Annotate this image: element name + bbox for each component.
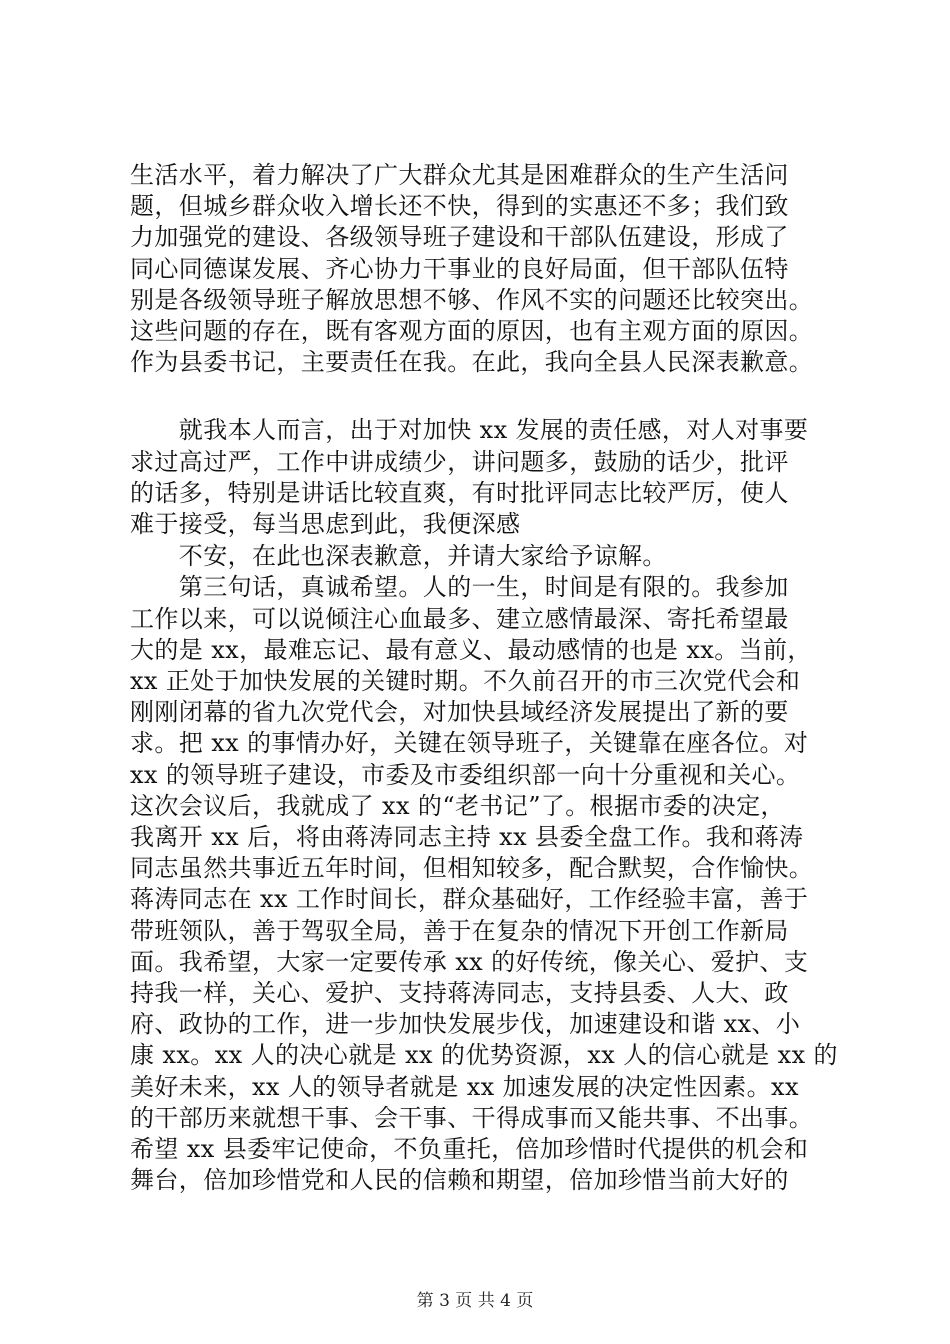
text-line: 希望 xx 县委牢记使命，不负重托，倍加珍惜时代提供的机会和	[130, 1135, 809, 1163]
text-line: 这次会议后，我就成了 xx 的“老书记”了。根据市委的决定，	[130, 791, 785, 820]
text-line: 的话多，特别是讲话比较直爽，有时批评同志比较严厉，使人	[130, 478, 789, 507]
text-line: 工作以来，可以说倾注心血最多、建立感情最深、寄托希望最	[130, 604, 789, 633]
text-line: 不安，在此也深表歉意，并请大家给予谅解。	[130, 542, 667, 571]
text-line: xx 正处于加快发展的关键时期。不久前召开的市三次党代会和	[130, 667, 801, 695]
text-line: 美好未来，xx 人的领导者就是 xx 加速发展的决定性因素。xx	[130, 1072, 799, 1101]
text-line: 生活水平，着力解决了广大群众尤其是困难群众的生产生活问	[130, 161, 789, 189]
text-line: 的干部历来就想干事、会干事、干得成事而又能共事、不出事。	[130, 1103, 814, 1132]
text-line: 同志虽然共事近五年时间，但相知较多，配合默契，合作愉快。	[130, 854, 814, 883]
text-line: 就我本人而言，出于对加快 xx 发展的责任感，对人对事要	[130, 416, 809, 445]
text-line: 这些问题的存在，既有客观方面的原因，也有主观方面的原因。	[130, 317, 814, 345]
text-line: 康 xx。xx 人的决心就是 xx 的优势资源，xx 人的信心就是 xx 的	[130, 1041, 838, 1070]
text-line: 难于接受，每当思虑到此，我便深感	[130, 510, 521, 538]
text-line: 同心同德谋发展、齐心协力干事业的良好局面，但干部队伍特	[130, 254, 789, 283]
text-line: 求。把 xx 的事情办好，关键在领导班子，关键靠在座各位。对	[130, 729, 809, 758]
text-line: 第三句话，真诚希望。人的一生，时间是有限的。我参加	[130, 573, 789, 602]
text-line: 蒋涛同志在 xx 工作时间长，群众基础好，工作经验丰富，善于	[130, 885, 809, 914]
text-line: 面。我希望，大家一定要传承 xx 的好传统，像关心、爱护、支	[130, 947, 809, 976]
text-line: 我离开 xx 后，将由蒋涛同志主持 xx 县委全盘工作。我和蒋涛	[130, 823, 804, 851]
text-line: xx 的领导班子建设，市委及市委组织部一向十分重视和关心。	[130, 760, 801, 789]
text-line: 力加强党的建设、各级领导班子建设和干部队伍建设，形成了	[130, 223, 789, 252]
text-line: 带班领队，善于驾驭全局，善于在复杂的情况下开创工作新局	[130, 916, 789, 945]
text-line: 题，但城乡群众收入增长还不快，得到的实惠还不多；我们致	[130, 192, 789, 221]
text-line: 求过高过严，工作中讲成绩少，讲问题多，鼓励的话少，批评	[130, 447, 789, 476]
text-line: 府、政协的工作，进一步加快发展步伐，加速建设和谐 xx、小	[130, 1010, 801, 1039]
text-line: 刚刚闭幕的省九次党代会，对加快县域经济发展提出了新的要	[130, 698, 789, 727]
text-line: 大的是 xx，最难忘记、最有意义、最动感情的也是 xx。当前，	[130, 635, 812, 664]
text-line: 别是各级领导班子解放思想不够、作风不实的问题还比较突出。	[130, 285, 814, 314]
text-line: 作为县委书记，主要责任在我。在此，我向全县人民深表歉意。	[130, 348, 814, 377]
text-line: 舞台，倍加珍惜党和人民的信赖和期望，倍加珍惜当前大好的	[130, 1166, 789, 1195]
text-line: 持我一样，关心、爱护、支持蒋涛同志，支持县委、人大、政	[130, 979, 789, 1007]
page-number-footer: 第 3 页 共 4 页	[416, 1291, 534, 1311]
